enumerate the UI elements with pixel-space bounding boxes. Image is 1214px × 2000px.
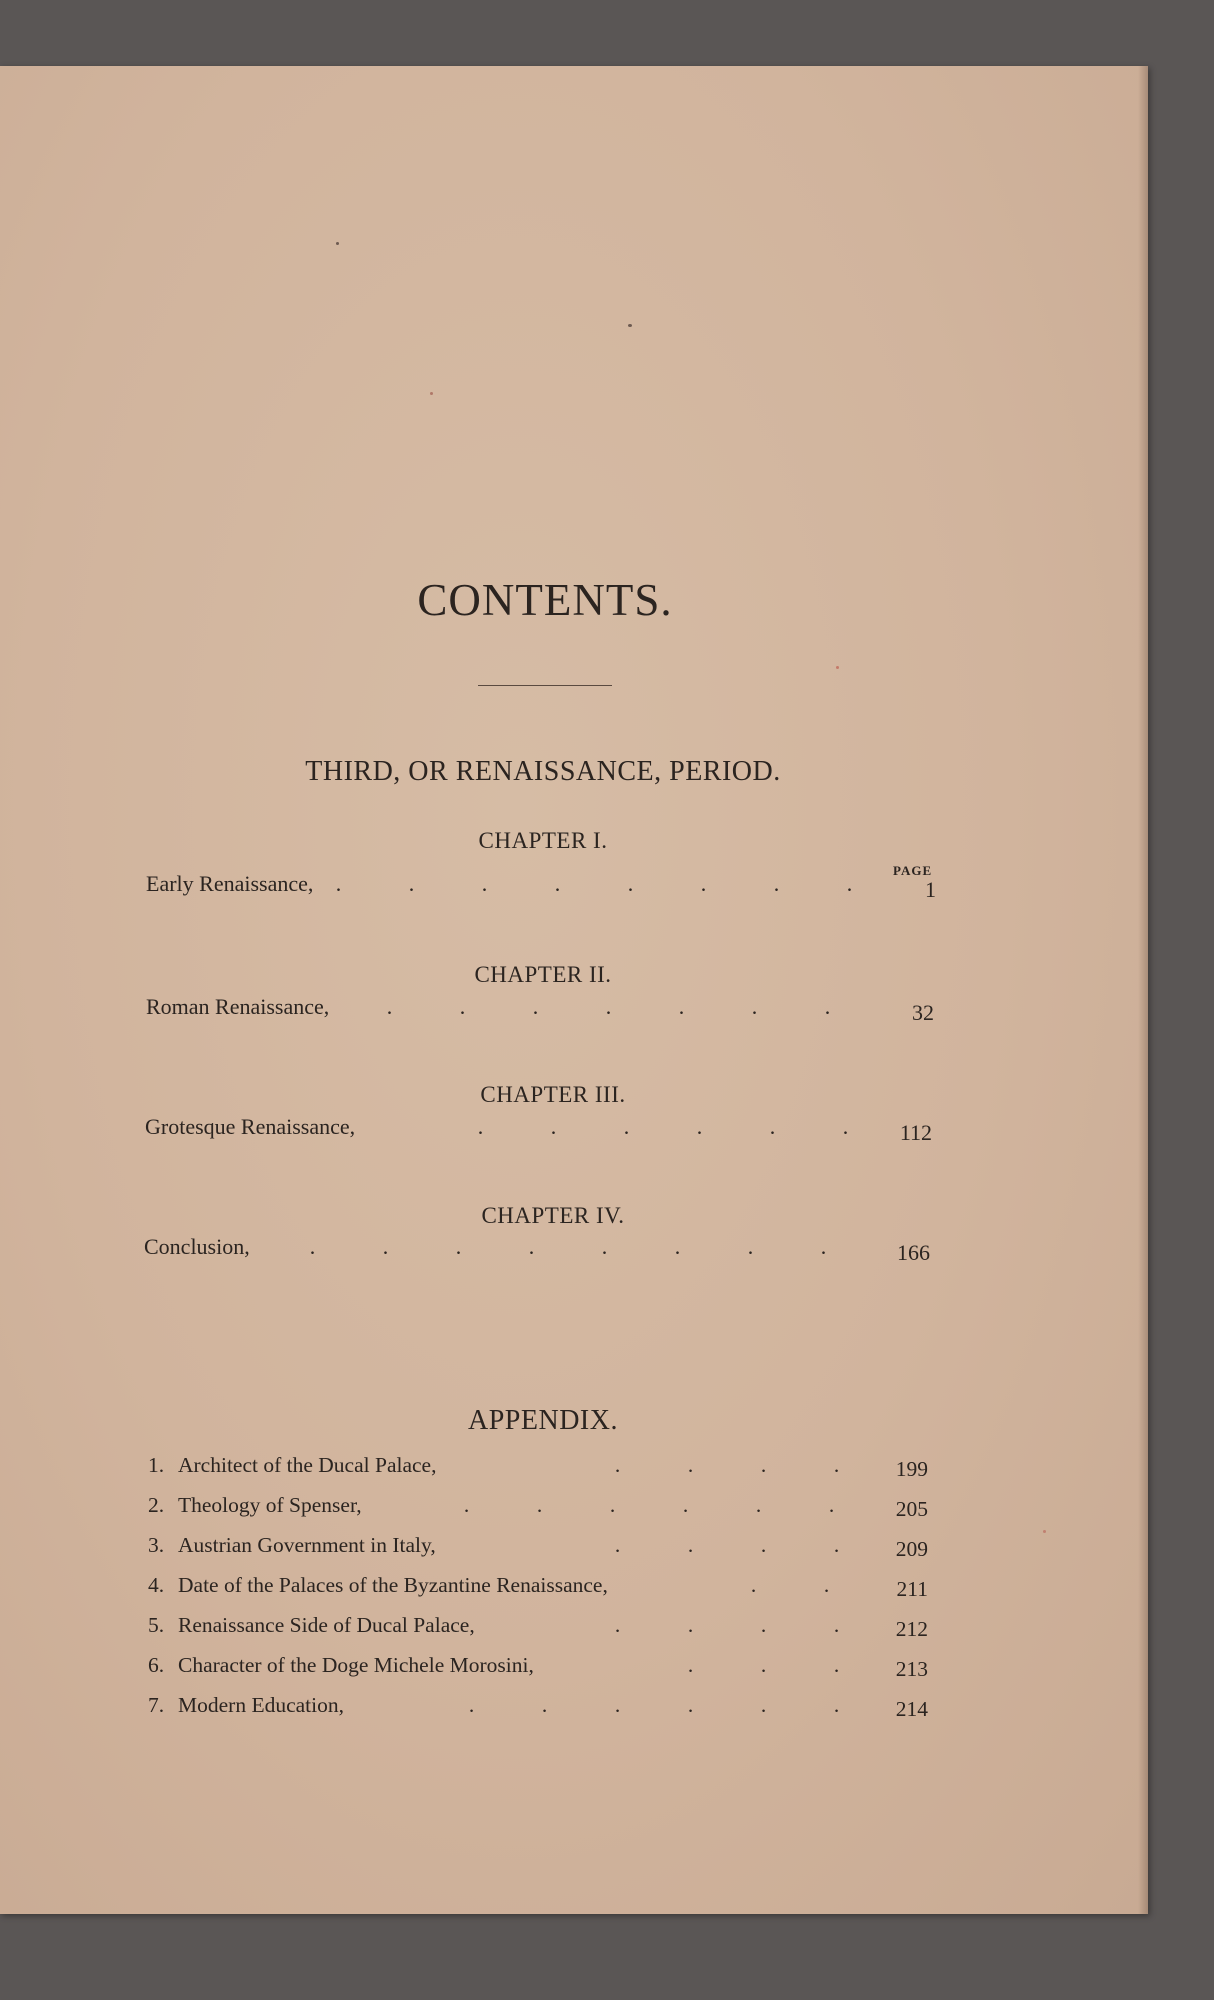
chapter-4-heading: CHAPTER IV.	[481, 1203, 625, 1228]
appendix-item	[148, 1533, 928, 1563]
chapter-3-heading: CHAPTER III.	[480, 1082, 626, 1107]
dot-leader: . . . . . .	[477, 1114, 849, 1139]
dot-leader: . . . .	[614, 1453, 840, 1477]
appendix-item-index: 3.	[148, 1533, 165, 1557]
chapter-2-entry	[146, 994, 934, 1024]
paper-speck	[1043, 1530, 1046, 1533]
appendix-item-index: 1.	[148, 1453, 165, 1477]
chapter-1-heading: CHAPTER I.	[478, 828, 608, 853]
appendix-item	[148, 1693, 928, 1723]
chapter-4-entry	[144, 1234, 930, 1264]
appendix-item	[148, 1613, 928, 1643]
title-rule	[478, 685, 612, 686]
book-page	[0, 66, 1148, 1914]
appendix-item-title: Modern Education,	[178, 1693, 344, 1717]
appendix-item-page: 213	[895, 1657, 928, 1681]
appendix-item	[148, 1573, 928, 1603]
chapter-3-title: Grotesque Renaissance,	[145, 1114, 356, 1139]
appendix-item-title: Character of the Doge Michele Morosini,	[178, 1653, 534, 1677]
dot-leader: . . . .	[614, 1613, 840, 1637]
dot-leader: . . . . . .	[468, 1693, 840, 1717]
appendix-item-title: Renaissance Side of Ducal Palace,	[178, 1613, 475, 1637]
chapter-2-title: Roman Renaissance,	[146, 994, 330, 1019]
appendix-item-page: 212	[895, 1617, 928, 1641]
page-column-label: PAGE	[893, 863, 933, 878]
chapter-3-entry	[145, 1114, 932, 1144]
appendix-item-page: 209	[895, 1537, 928, 1561]
chapter-2-heading: CHAPTER II.	[474, 962, 612, 987]
chapter-3-page: 112	[899, 1120, 932, 1145]
paper-speck	[836, 666, 839, 669]
paper-speck	[336, 242, 339, 245]
appendix-item-page: 205	[895, 1497, 928, 1521]
appendix-item	[148, 1493, 928, 1523]
dot-leader: . .	[750, 1573, 830, 1597]
appendix-item	[148, 1653, 928, 1683]
appendix-item-index: 2.	[148, 1493, 165, 1517]
appendix-item-title: Austrian Government in Italy,	[178, 1533, 436, 1557]
period-heading: THIRD, OR RENAISSANCE, PERIOD.	[305, 756, 781, 787]
appendix-heading: APPENDIX.	[468, 1405, 618, 1436]
paper-speck	[430, 392, 433, 395]
appendix-item-index: 4.	[148, 1573, 165, 1597]
appendix-item-page: 211	[896, 1577, 928, 1601]
chapter-1-entry	[146, 871, 936, 901]
appendix-item-title: Architect of the Ducal Palace,	[178, 1453, 437, 1477]
appendix-item-page: 214	[895, 1697, 928, 1721]
chapter-4-page: 166	[897, 1240, 930, 1265]
page-title: CONTENTS.	[417, 575, 673, 625]
dot-leader: . . . . . .	[463, 1493, 835, 1517]
appendix-item-title: Date of the Palaces of the Byzantine Renaissance,	[178, 1573, 608, 1597]
dot-leader: . . . . . . . .	[309, 1234, 827, 1259]
appendix-item-page: 199	[895, 1457, 928, 1481]
appendix-item-title: Theology of Spenser,	[178, 1493, 362, 1517]
dot-leader: . . . . . . .	[386, 994, 831, 1019]
paper-speck	[628, 324, 632, 327]
chapter-1-page: 1	[925, 877, 936, 902]
dot-leader: . . . . . . . .	[335, 871, 853, 896]
appendix-item-index: 5.	[148, 1613, 165, 1637]
appendix-item-index: 7.	[148, 1693, 165, 1717]
appendix-item-index: 6.	[148, 1653, 165, 1677]
chapter-2-page: 32	[912, 1000, 934, 1025]
appendix-item	[148, 1453, 928, 1483]
dot-leader: . . . .	[614, 1533, 840, 1557]
dot-leader: . . .	[687, 1653, 840, 1677]
chapter-4-title: Conclusion,	[144, 1234, 250, 1259]
chapter-1-title: Early Renaissance,	[146, 871, 314, 896]
